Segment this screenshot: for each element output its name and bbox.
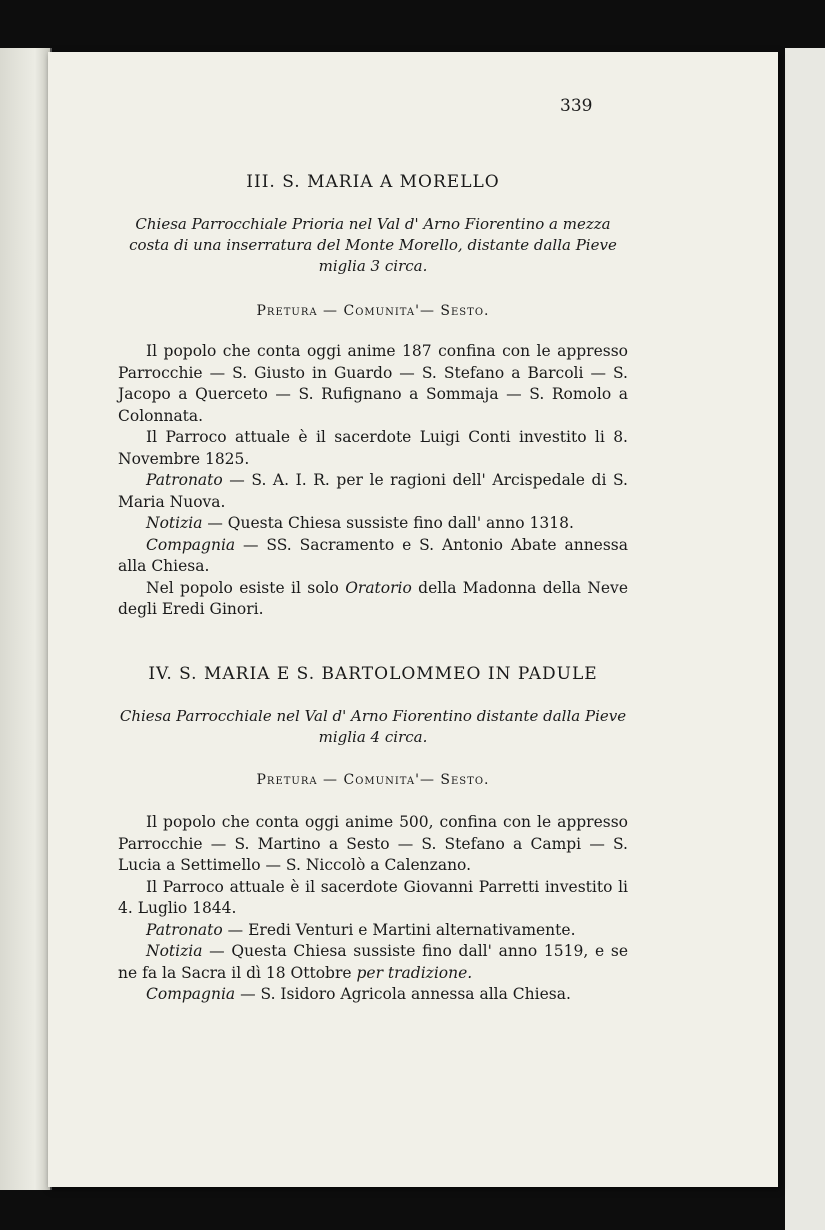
section-iv-paragraph-1: Il popolo che conta oggi anime 500, confina con le appresso Parrocchie — S. Martino a Sesto — S. Stefano a Campi — S. Lucia a Settimello — S. Niccolò a Calenzano.	[118, 813, 628, 874]
section-iii-patronato	[118, 470, 628, 513]
section-iv-paragraph-2: Il Parroco attuale è il sacerdote Giovanni Parretti investito li 4. Luglio 1844.	[118, 877, 628, 917]
notizia-label: Notizia	[146, 514, 203, 532]
compagnia-label: Compagnia	[146, 535, 236, 554]
patronato-text: — Eredi Venturi e Martini alternativamente.	[222, 920, 576, 939]
section-iv-pretura: Pretura — Comunita'— Sesto.	[256, 772, 490, 788]
section-iv-description: Chiesa Parrocchiale nel Val d' Arno Fiorentino distante dalla Pieve miglia 4 circa.	[119, 707, 627, 746]
compagnia-text: — SS. Sacramento e S. Antonio Abate annessa alla Chiesa.	[118, 535, 628, 575]
section-iii-heading: III. S. MARIA A MORELLO	[246, 172, 500, 192]
section-iv-compagnia	[118, 984, 628, 1006]
section-iii-paragraph-1: Il popolo che conta oggi anime 187 confina con le appresso Parrocchie — S. Giusto in Guardo — S. Stefano a Barcoli — S. Jacopo a Querceto — S. Rufignano a Sommaja — S. Romolo a Colonnata.	[118, 342, 628, 425]
notizia-tail: per tradizione.	[356, 963, 473, 982]
section-iv-heading: IV. S. MARIA E S. BARTOLOMMEO IN PADULE	[148, 664, 598, 684]
section-iii-compagnia	[118, 535, 628, 578]
patronato-label: Patronato	[146, 920, 223, 939]
notizia-text: — Questa Chiesa sussiste fino dall' anno 1519, e se ne fa la Sacra il dì 18 Ottobre	[118, 942, 628, 982]
oratorio-post: della Madonna della Neve degli Eredi Ginori.	[118, 578, 628, 618]
section-iii	[118, 172, 628, 621]
section-iv	[118, 664, 628, 1006]
notizia-label: Notizia	[146, 942, 203, 960]
oratorio-pre: Nel popolo esiste il solo	[146, 578, 346, 597]
patronato-label: Patronato	[146, 471, 223, 489]
section-iii-pretura: Pretura — Comunita'— Sesto.	[256, 303, 490, 319]
page-number: 339	[560, 96, 593, 116]
oratorio-label: Oratorio	[345, 578, 412, 597]
section-iii-notizia	[118, 513, 628, 535]
background-right	[785, 48, 825, 1230]
notizia-text: — Questa Chiesa sussiste fino dall' anno 1318.	[202, 514, 574, 532]
section-iii-oratorio	[118, 578, 628, 621]
patronato-text: — S. A. I. R. per le ragioni dell' Arcispedale di S. Maria Nuova.	[118, 471, 628, 511]
compagnia-label: Compagnia	[146, 985, 236, 1003]
section-iv-patronato	[118, 920, 628, 942]
section-iv-notizia	[118, 941, 628, 984]
compagnia-text: — S. Isidoro Agricola annessa alla Chiesa.	[235, 985, 571, 1003]
section-iii-description: Chiesa Parrocchiale Prioria nel Val d' Arno Fiorentino a mezza costa di una inserratura del Monte Morello, distante dalla Pieve miglia 3 circa.	[129, 215, 617, 275]
left-page-edge	[0, 48, 52, 1190]
section-iii-paragraph-2: Il Parroco attuale è il sacerdote Luigi Conti investito li 8. Novembre 1825.	[118, 428, 628, 468]
